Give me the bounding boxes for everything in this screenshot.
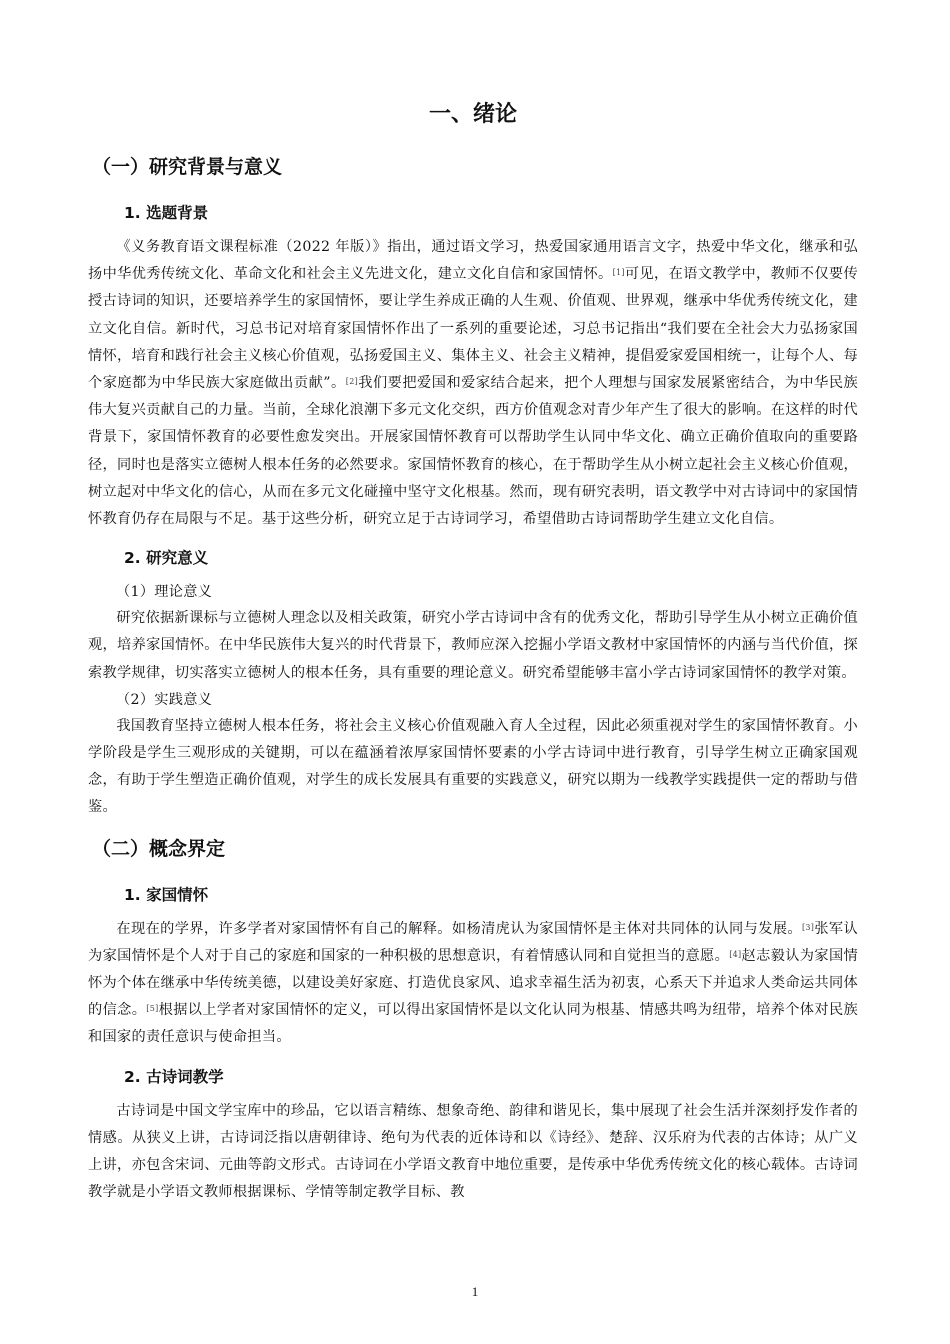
text-segment: 赵志毅认为家国情怀为个体在继承中华传统美德，以建设美好家庭、打造优良家风、追求幸福生活为初衷，心系天下并追求人类命运共同体的信念。 (88, 947, 859, 1019)
citation-ref: [1] (612, 268, 625, 278)
paragraph-patriotism (88, 916, 858, 1052)
practice-heading: （2）实践意义 (116, 691, 213, 708)
subsection-heading-patriotism: 1. 家国情怀 (124, 885, 209, 904)
text-segment: 《义务教育语文课程标准（2022 年版）》指出，通过语文学习，热爱国家通用语言文字，热爱中华文化，继承和弘扬中华优秀传统文化、革命文化和社会主义先进文化，建立文化自信和家国情怀。 (88, 239, 858, 283)
citation-ref: [2] (345, 377, 359, 387)
section-heading-concepts: （二）概念界定 (92, 837, 226, 860)
citation-ref: [5] (146, 1004, 159, 1014)
text-segment: 我们要把爱国和爱家结合起来，把个人理想与国家发展紧密结合，为中华民族伟大复兴贡献自己的力量。当前，全球化浪潮下多元文化交织，西方价值观念对青少年产生了很大的影响。在这样的时代背景下，家国情怀教育的必要性愈发突出。开展家国情怀教育可以帮助学生认同中华文化、确立正确价值取向的重要路径，同时也是落实立德树人根本任务的必然要求。家国情怀教育的核心，在于帮助学生从小树立起社会主义核心价值观，树立起对中华文化的信心，从而在多元文化碰撞中坚守文化根基。然而，现有研究表明，语文教学中对古诗词中的家国情怀教育仍存在局限与不足。基于这些分析，研究立足于古诗词学习，希望借助古诗词帮助学生建立文化自信。 (88, 375, 859, 528)
citation-ref: [4] (729, 949, 742, 959)
paragraph-theory: 研究依据新课标与立德树人理念以及相关政策，研究小学古诗词中含有的优秀文化，帮助引导学生从小树立正确价值观，培养家国情怀。在中华民族伟大复兴的时代背景下，教师应深入挖掘小学语文教材中家国情怀的内涵与当代价值，探索教学规律，切实落实立德树人的根本任务，具有重要的理论意义。研究希望能够丰富小学古诗词家国情怀的教学对策。 (88, 610, 858, 681)
subsection-heading-poetry-teaching: 2. 古诗词教学 (124, 1067, 224, 1086)
paragraph-practice: 我国教育坚持立德树人根本任务，将社会主义核心价值观融入育人全过程，因此必须重视对学生的家国情怀教育。小学阶段是学生三观形成的关键期，可以在蕴涵着浓厚家国情怀要素的小学古诗词中进行教育，引导学生树立正确家国观念，有助于学生塑造正确价值观，对学生的成长发展具有重要的实践意义，研究以期为一线教学实践提供一定的帮助与借鉴。 (88, 717, 858, 816)
text-segment: 在现在的学界，许多学者对家国情怀有自己的解释。如杨清虎认为家国情怀是主体对共同体的认同与发展。 (116, 920, 802, 937)
subsection-heading-topic: 1. 选题背景 (124, 204, 209, 222)
text-segment: 根据以上学者对家国情怀的定义，可以得出家国情怀是以文化认同为根基、情感共鸣为纽带，培养个体对民族和国家的责任意识与使命担当。 (88, 1002, 859, 1046)
text-segment: 张军认为家国情怀是个人对于自己的家庭和国家的一种积极的思想意识，有着情感认同和自觉担当的意愿。 (88, 920, 858, 964)
section-heading-background: （一）研究背景与意义 (92, 156, 283, 178)
text-segment: 可见，在语文教学中，教师不仅要传授古诗词的知识，还要培养学生的家国情怀，要让学生养成正确的人生观、价值观、世界观，继承中华优秀传统文化，建立文化自信。新时代，习总书记对培育家国情怀作出了一系列的重要论述，习总书记指出“我们要在全社会大力弘扬家国情怀，培育和践行社会主义核心价值观，弘扬爱国主义、集体主义、社会主义精神，提倡爱家爱国相统一，让每个人、每个家庭都为中华民族大家庭做出贡献”。 (88, 266, 858, 392)
paragraph-poetry-teaching: 古诗词是中国文学宝库中的珍品，它以语言精练、想象奇绝、韵律和谐见长，集中展现了社会生活并深刻抒发作者的情感。从狭义上讲，古诗词泛指以唐朝律诗、绝句为代表的近体诗和以《诗经》、楚辞、汉乐府为代表的古体诗；从广义上讲，亦包含宋词、元曲等韵文形式。古诗词在小学语文教育中地位重要，是传承中华优秀传统文化的核心载体。古诗词教学就是小学语文教师根据课标、学情等制定教学目标、教 (88, 1102, 858, 1201)
paragraph-topic-background (88, 234, 858, 533)
chapter-heading: 一、绪论 (428, 102, 517, 127)
page-number: 1 (471, 1284, 479, 1299)
citation-ref: [3] (802, 922, 815, 932)
theory-heading: （1）理论意义 (116, 584, 213, 601)
subsection-heading-significance: 2. 研究意义 (124, 549, 209, 568)
